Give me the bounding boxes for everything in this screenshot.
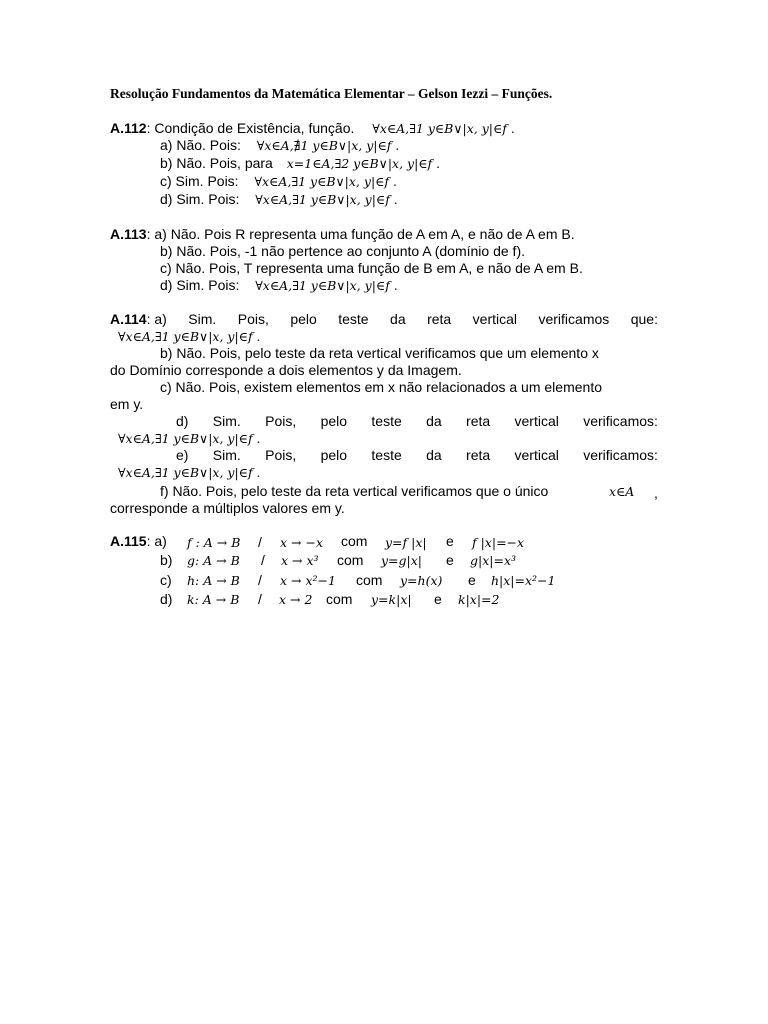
a112-b-math: x=1∈A,∃2 y∈B∨|x, y|∈f . (286, 156, 441, 171)
a115-slash: / (261, 552, 265, 568)
a112-intro-math: ∀x∈A,∃1 y∈B∨|x, y|∈f . (372, 121, 515, 136)
a112-d-math: ∀x∈A,∃1 y∈B∨|x, y|∈f . (255, 192, 398, 207)
a114-a-word: vertical (472, 311, 518, 327)
a115-letter: b) (160, 552, 173, 568)
a112-c-text: c) Sim. Pois: (160, 173, 239, 189)
a112-item-a (160, 137, 399, 154)
a114-item-f-line1 (160, 483, 548, 500)
a115-label: A.115 (110, 533, 147, 549)
a114-f-math: x∈A (609, 484, 635, 499)
a114-a-word: verificamos (538, 311, 610, 327)
a115-slash: / (258, 591, 262, 607)
document-title: Resolução Fundamentos da Matemática Elementar – Gelson Iezzi – Funções. (110, 86, 553, 101)
a113-d-text: d) Sim. Pois: (160, 277, 240, 293)
a114-item-a-line1 (110, 311, 658, 328)
a115-def: k|x|=2 (458, 592, 500, 607)
a115-eq: y=f |x| (385, 535, 427, 550)
a115-def: f |x|=−x (472, 535, 525, 550)
a115-eq: y=k|x| (371, 592, 412, 607)
a114-e-word: e) (176, 447, 189, 463)
a114-a-word: teste (338, 311, 369, 327)
a115-func: f : A → B (187, 535, 241, 550)
a115-func: k: A → B (187, 592, 240, 607)
a114-item-c-line1: c) Não. Pois, existem elementos em x não relacionados a um elemento (160, 379, 602, 395)
a114-item-b-line2: do Domínio corresponde a dois elementos y da Imagem. (110, 362, 462, 378)
a114-f-text: f) Não. Pois, pelo teste da reta vertical verificamos que o único (160, 483, 549, 499)
a115-map: x → x²−1 (280, 573, 336, 588)
a115-map: x → −x (280, 535, 323, 550)
a115-eq: y=h(x) (400, 573, 443, 588)
a114-a-word: que: (630, 311, 658, 327)
a114-label: A.114 (110, 311, 147, 327)
a114-e-word: vertical (514, 447, 559, 463)
a112-a-text: a) Não. Pois: (160, 137, 241, 153)
a114-d-word: verificamos: (583, 413, 658, 429)
a112-heading (110, 120, 515, 137)
a112-item-c (160, 173, 397, 190)
a113-d-math: ∀x∈A,∃1 y∈B∨|x, y|∈f . (255, 278, 398, 293)
a114-a-word: reta (427, 311, 452, 327)
a113-item-c: c) Não. Pois, T representa uma função de B em A, e não de A em B. (160, 260, 583, 276)
a113-a-text: : a) Não. Pois R representa uma função de A em A, e não de A em B. (146, 226, 575, 242)
a115-letter: : a) (146, 533, 167, 549)
a114-e-word: Sim. (212, 447, 241, 463)
a114-e-word: pelo (320, 447, 348, 463)
a114-d-word: reta (466, 413, 491, 429)
a114-d-word: d) (176, 413, 189, 429)
a114-e-word: reta (466, 447, 491, 463)
a115-slash: / (258, 572, 262, 588)
a115-com: com (337, 552, 364, 568)
a114-d-word: da (426, 413, 442, 429)
a115-e: e (434, 591, 442, 607)
a114-e-math: ∀x∈A,∃1 y∈B∨|x, y|∈f . (118, 465, 261, 480)
a115-e: e (446, 533, 454, 549)
a114-f-comma: , (654, 485, 658, 501)
a113-label: A.113 (110, 226, 147, 242)
a115-letter: c) (160, 572, 172, 588)
a115-eq: y=g|x| (381, 553, 423, 568)
a115-com: com (356, 572, 383, 588)
a114-e-word: da (426, 447, 442, 463)
a113-item-d (160, 277, 398, 294)
a114-d-word: Sim. (212, 413, 241, 429)
a114-item-f-line2: corresponde a múltiplos valores em y. (110, 500, 345, 516)
a114-d-word: vertical (514, 413, 559, 429)
a114-a-word: da (390, 311, 406, 327)
a115-e: e (468, 572, 476, 588)
a112-intro: : Condição de Existência, função. (146, 120, 355, 136)
a115-letter: d) (160, 591, 173, 607)
a112-item-b (160, 155, 440, 172)
a114-e-word: Pois, (265, 447, 297, 463)
a113-item-a (110, 226, 575, 243)
a114-d-word: pelo (320, 413, 348, 429)
a115-func: h: A → B (187, 573, 240, 588)
a115-def: g|x|=x³ (470, 553, 517, 568)
a114-item-d-line1 (176, 413, 658, 430)
a114-a-word: pelo (290, 311, 317, 327)
a113-item-b: b) Não. Pois, -1 não pertence ao conjunto A (domínio de f). (160, 243, 525, 259)
a115-map: x → 2 (279, 592, 313, 607)
a115-com: com (326, 591, 353, 607)
a114-item-e-line1 (176, 447, 658, 464)
a115-func: g: A → B (187, 553, 240, 568)
a114-d-word: Pois, (265, 413, 297, 429)
a114-a-word: A.114: a) (110, 311, 167, 327)
a114-a-math: ∀x∈A,∃1 y∈B∨|x, y|∈f . (118, 329, 261, 344)
a115-row-a (110, 533, 167, 550)
a114-a-word: Pois, (237, 311, 269, 327)
a114-d-word: teste (371, 413, 402, 429)
a115-map: x → x³ (281, 553, 319, 568)
a112-item-d (160, 191, 398, 208)
a112-b-text: b) Não. Pois, para (160, 155, 273, 171)
a114-e-word: verificamos: (583, 447, 658, 463)
a115-slash: / (258, 534, 262, 550)
a112-a-math: ∀x∈A,∄1 y∈B∨|x, y|∈f . (256, 138, 400, 153)
a114-e-word: teste (371, 447, 402, 463)
a114-item-c-line2: em y. (110, 396, 144, 412)
a115-com: com (341, 533, 368, 549)
a112-c-math: ∀x∈A,∃1 y∈B∨|x, y|∈f . (254, 174, 397, 189)
a115-def: h|x|=x²−1 (491, 573, 556, 588)
a112-d-text: d) Sim. Pois: (160, 191, 240, 207)
a112-label: A.112 (110, 120, 147, 136)
a114-item-b-line1: b) Não. Pois, pelo teste da reta vertical verificamos que um elemento x (160, 345, 599, 361)
a114-a-word: Sim. (188, 311, 217, 327)
a115-e: e (446, 552, 454, 568)
a114-d-math: ∀x∈A,∃1 y∈B∨|x, y|∈f . (118, 431, 261, 446)
